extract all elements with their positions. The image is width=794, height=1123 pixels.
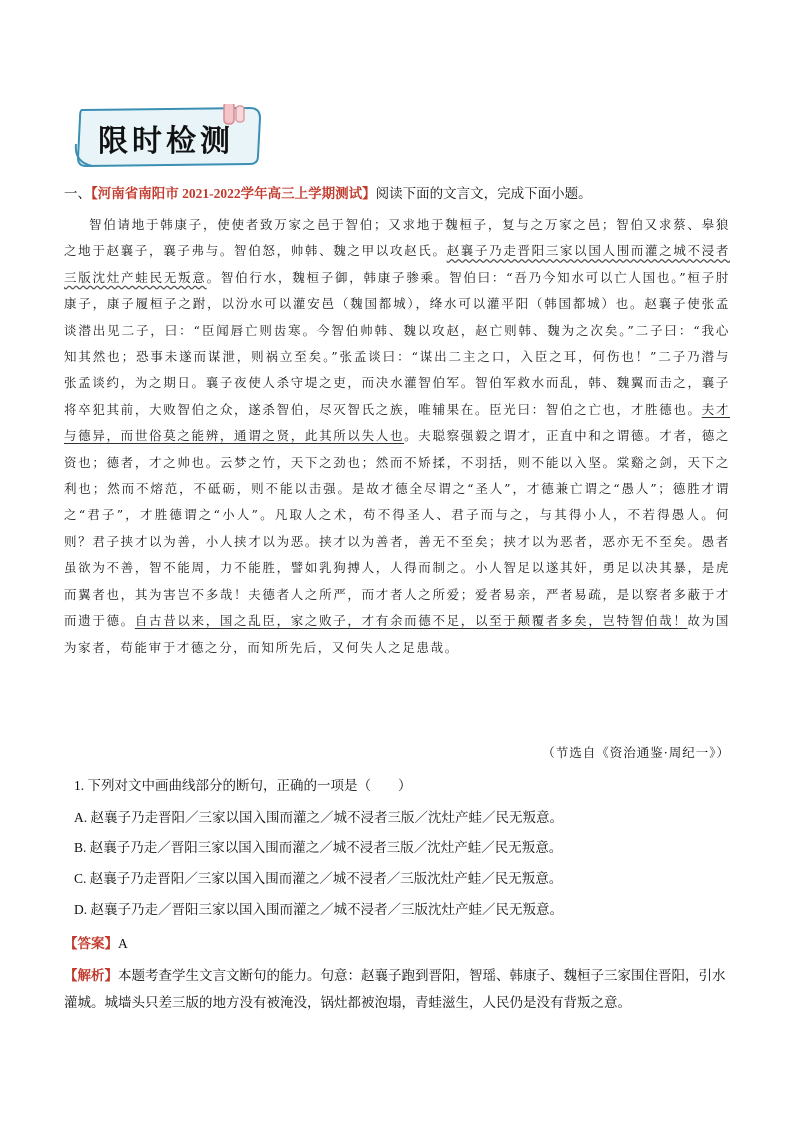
analysis-text: 本题考查学生文言文断句的能力。句意：赵襄子跑到晋阳，智瑶、韩康子、魏桓子三家围住晋阳，引水灌城。城墙头只差三版的地方没有被淹没，锅灶都被泡塌，青蛙滋生，人民仍是没有背叛之意。 [64,968,726,1010]
wavy-underlined-sentence: 赵襄子乃走晋阳三家以国人围而灌之城不浸者三版沈灶产蛙民无叛意 [64,243,730,285]
heading-source: 【河南省南阳市 2021-2022学年高三上学期测试】 [91,186,376,201]
answer-value: A [118,936,128,951]
passage-text: 智伯请地于韩康子，使使者致万家之邑于智伯；又求地于魏桓子，复与之万家之邑；智伯又求蔡、皋狼之地于赵襄子，襄子弗与。智伯怒，帅韩、魏之甲以攻赵氏。 [64,217,730,259]
option-a: A. 赵襄子乃走晋阳／三家以国入围而灌之／城不浸者三版／沈灶产蛙／民无叛意。 [74,810,563,825]
option-d: D. 赵襄子乃走／晋阳三家以国入围而灌之／城不浸者／三版沈灶产蛙／民无叛意。 [74,902,563,917]
passage-text: 故为国为家者，苟能审于才德之分，而知所先后，又何失人之足患哉。 [64,613,730,655]
analysis-block [64,962,732,1016]
source-note: （节选自《资治通鉴·周纪一》） [542,745,730,760]
classical-passage [64,212,730,661]
underlined-sentence: 夫才与德异，而世俗莫之能辨，通谓之贤，此其所以失人也 [64,401,730,444]
heading-number: 一、 [64,186,91,201]
heading-instruction: 阅读下面的文言文，完成下面小题。 [375,186,592,201]
question-stem: 1. 下列对文中画曲线部分的断句，正确的一项是（ ） [74,778,412,793]
passage-text: 。夫聪察强毅之谓才，正直中和之谓德。才者，德之资也；德者，才之帅也。云梦之竹，天下之劲也；然而不矫揉，不羽括，则不能以入坚。棠谿之剑，天下之利也；然而不熔范，不砥砺，则不能以击强。是故才德全尽谓之“圣人”，才德兼亡谓之“愚人”；德胜才谓之“君子”，才胜德谓之“小人”。凡取人之术，苟不得圣人、君子而与之，与其得小人，不若得愚人。何则？君子挟才以为善，小人挟才以为恶。挟才以为善者，善无不至矣；挟才以为恶者，恶亦无不至矣。愚者虽欲为不善，智不能周，力不能胜，譬如乳狗搏人，人得而制之。小人智足以遂其奸，勇足以决其暴，是虎而翼者也，其为害岂不多哉！夫德者人之所严，而才者人之所爱；爱者易亲，严者易疏，是以察者多蔽于才而遗于德。 [64,428,730,629]
option-b: B. 赵襄子乃走／晋阳三家以国入围而灌之／城不浸者三版／沈灶产蛙／民无叛意。 [74,840,563,855]
passage-text: 。智伯行水，魏桓子御，韩康子骖乘。智伯曰：“吾乃今知水可以亡人国也。”桓子肘康子，康子履桓子之跗，以汾水可以灌安邑（魏国都城），绛水可以灌平阳（韩国都城）也。赵襄子使张孟谈潜出见二子，曰：“臣闻唇亡则齿寒。今智伯帅韩、魏以攻赵，赵亡则韩、魏为之次矣。”二子曰：“我心知其然也；恐事未遂而谋泄，则祸立至矣。”张孟谈曰：“谋出二主之口，入臣之耳，何伤也！”二子乃潜与张孟谈约，为之期日。襄子夜使人杀守堤之吏，而决水灌智伯军。智伯军救水而乱，韩、魏翼而击之，襄子将卒犯其前，大败智伯之众，遂杀智伯，尽灭智氏之族，唯辅果在。臣光曰：智伯之亡也，才胜德也。 [64,269,730,417]
answer-tag: 【答案】 [64,936,118,951]
analysis-tag: 【解析】 [64,968,118,983]
answer-line [64,932,128,952]
section-banner [74,104,264,168]
question-heading [64,184,744,204]
page-title: 限时检测 [98,124,234,159]
underlined-sentence: 自古昔以来，国之乱臣，家之败子，才有余而德不足，以至于颠覆者多矣，岂特智伯哉！ [134,613,688,629]
option-c: C. 赵襄子乃走晋阳／三家以国入围而灌之／城不浸者／三版沈灶产蛙／民无叛意。 [74,871,563,886]
